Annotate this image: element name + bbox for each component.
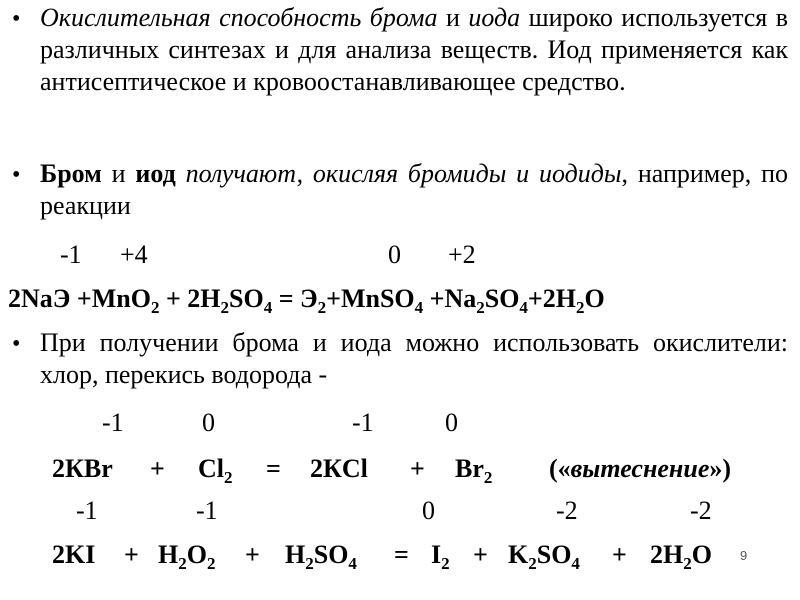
eq-part: + (612, 540, 627, 569)
ox-state: -1 (102, 408, 124, 437)
eq-part-text: O (691, 540, 712, 569)
subscript: 2 (528, 554, 537, 573)
eq-part: 2КBr (52, 454, 113, 483)
ox-state: 0 (445, 408, 458, 437)
text-obtained-by: получают, окисляя бромиды и иодиды (185, 159, 622, 188)
oxidation-states-row-1 (0, 240, 800, 270)
eq-part: +Na (423, 284, 477, 313)
eq-part-text: Cl (198, 454, 224, 483)
subscript: 2 (683, 554, 692, 573)
eq-part (285, 540, 357, 573)
ox-state: +4 (120, 240, 148, 269)
eq-part-text: H (158, 540, 179, 569)
eq-part: + 2H (159, 284, 221, 313)
eq-part (158, 540, 216, 573)
eq-part-text: H (285, 540, 306, 569)
subscript: 2 (224, 468, 233, 487)
eq-part: O (584, 284, 605, 313)
eq-part: +2H (527, 284, 576, 313)
eq-part: + (124, 540, 139, 569)
eq-part: = (394, 540, 409, 569)
subscript: 2 (206, 554, 216, 573)
ox-state: -2 (690, 496, 712, 525)
subscript: 2 (317, 298, 327, 317)
ox-state: -1 (196, 496, 218, 525)
eq-part-text: Br (455, 454, 484, 483)
eq-part: 2KI (52, 540, 96, 569)
page-number: 9 (740, 548, 748, 563)
text-iodine-bold: иод (135, 159, 176, 188)
subscript: 4 (348, 554, 357, 573)
subscript: 2 (305, 554, 314, 573)
eq-part (198, 454, 233, 487)
subscript: 2 (178, 554, 187, 573)
text: и (101, 159, 136, 188)
subscript: 2 (483, 468, 493, 487)
ox-state: -1 (60, 240, 82, 269)
eq-part-text: I (431, 540, 442, 569)
text-iodine: иода (468, 3, 521, 32)
ox-state: -1 (352, 408, 374, 437)
eq-part: SO (229, 284, 264, 313)
subscript: 4 (263, 298, 273, 317)
ox-state: 0 (388, 240, 401, 269)
eq-part (431, 540, 450, 573)
text (176, 159, 186, 188)
eq-part: = Э (272, 284, 318, 313)
text: широко используется в различных синтезах и для анализа веществ. Иод применяется как антисептическое и кровоостанавливающее средство. (40, 3, 789, 96)
text-bromine-bold: Бром (40, 159, 102, 188)
bullet-2: • (12, 162, 21, 188)
equation-3 (0, 540, 800, 574)
eq-part: +MnSO (326, 284, 415, 313)
eq-part: + (245, 540, 260, 569)
oxidation-states-row-3 (0, 496, 800, 526)
eq-part: = (266, 454, 281, 483)
subscript: 2 (150, 298, 160, 317)
subscript: 4 (519, 298, 528, 317)
eq-part-text: SO (536, 540, 572, 569)
eq-part: 2NaЭ +MnO (8, 284, 151, 313)
eq-part (508, 540, 580, 573)
eq-part: 2КCl (310, 454, 368, 483)
eq-part-text: K (508, 540, 529, 569)
bullet-1: • (12, 6, 21, 32)
subscript: 2 (476, 298, 485, 317)
subscript: 4 (571, 554, 580, 573)
text (361, 3, 369, 32)
subscript: 2 (441, 554, 450, 573)
subscript: 2 (220, 298, 229, 317)
ox-state: -1 (76, 496, 98, 525)
eq-part: SO (484, 284, 520, 313)
paragraph-oxidizing-ability (40, 2, 788, 98)
ox-state: 0 (422, 496, 435, 525)
text: и (437, 3, 469, 32)
text-italic: Окислительная способность (40, 3, 362, 32)
eq-part: + (150, 454, 165, 483)
ox-state: 0 (202, 408, 215, 437)
eq-note-close: ») (709, 454, 732, 483)
eq-part: + (410, 454, 425, 483)
eq-part-text: O (186, 540, 207, 569)
eq-note (549, 454, 731, 484)
paragraph-oxidizers: При получении брома и иода можно использовать окислители: хлор, перекись водорода - (40, 328, 788, 389)
eq-part (455, 454, 493, 487)
eq-part: + (473, 540, 488, 569)
eq-part-text: 2H (650, 540, 684, 569)
ox-state: +2 (448, 240, 476, 269)
eq-note-text: вытеснение (570, 454, 710, 483)
equation-1 (8, 284, 605, 317)
oxidation-states-row-2 (0, 408, 800, 438)
text-bromine: брома (369, 3, 438, 32)
subscript: 2 (575, 298, 585, 317)
equation-2 (0, 454, 800, 488)
eq-part (650, 540, 712, 573)
eq-note-open: (« (549, 454, 571, 483)
text: , например, по реакции (40, 159, 788, 220)
paragraph-obtaining (40, 158, 788, 222)
subscript: 4 (414, 298, 424, 317)
ox-state: -2 (556, 496, 578, 525)
eq-part-text: SO (313, 540, 349, 569)
bullet-3: • (12, 331, 21, 357)
